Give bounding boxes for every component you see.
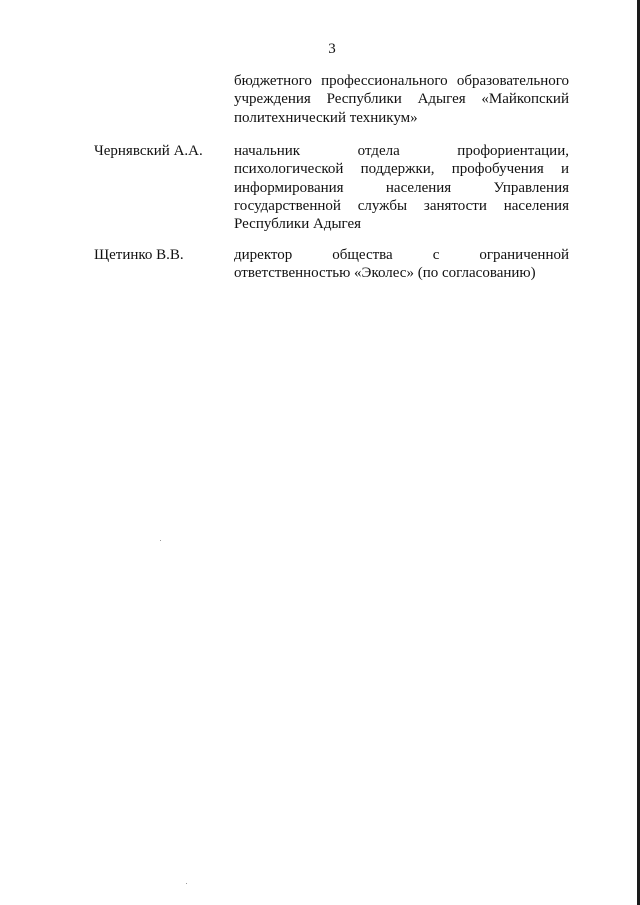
member-name: Чернявский А.А. bbox=[94, 143, 203, 159]
member-entry-continuation bbox=[94, 72, 570, 127]
page-number: 3 bbox=[328, 41, 336, 57]
member-position: директор общества с ограниченной ответственностью «Эколес» (по согласованию) bbox=[234, 247, 569, 282]
member-position: начальник отдела профориентации, психологической поддержки, профобучения и информирования населения Управления государственной службы занятости населения Республики Адыгея bbox=[234, 143, 569, 233]
member-position: бюджетного профессионального образовательного учреждения Республики Адыгея «Майкопский политехнический техникум» bbox=[234, 73, 569, 126]
member-name: Щетинко В.В. bbox=[94, 247, 184, 263]
scan-speck bbox=[186, 883, 187, 884]
member-entry bbox=[94, 142, 570, 233]
member-entry bbox=[94, 246, 570, 283]
scan-speck bbox=[160, 540, 161, 541]
